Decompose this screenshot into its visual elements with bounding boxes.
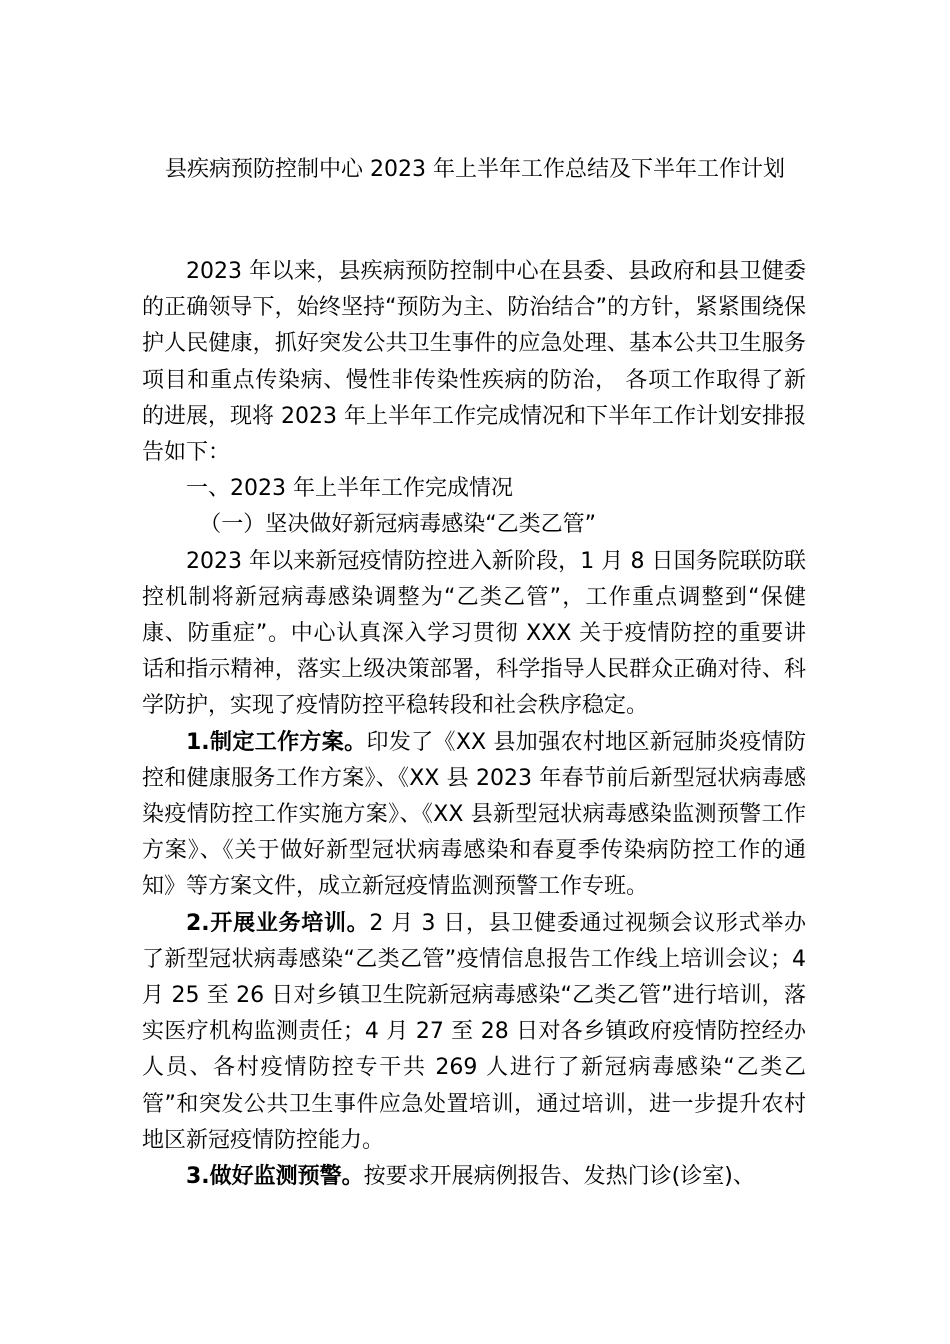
document-title: 县疾病预防控制中心 2023 年上半年工作总结及下半年工作计划 [165,157,785,182]
section-heading: 一、2023 年上半年工作完成情况 [186,476,513,502]
item-text-2: 2 月 3 日，县卫健委通过视频会议形式举办了新型冠状病毒感染“乙类乙管”疫情信息报告工作线上培训会议；4 月 25 至 26 日对乡镇卫生院新冠病毒感染“乙类乙管”进行培训，落实医疗机构监测责任；4 月 27 至 28 日对各乡镇政府疫情防控经办人员、各村疫情防控专干共 269 人进行了新冠病毒感染“乙类乙管”和突发公共卫生事件应急处置培训，通过培训，进一步提升农村地区新冠疫情防控能力。 [142,910,806,1153]
item-paragraph-2 [142,906,806,1159]
subsection-paragraph: 2023 年以来新冠疫情防控进入新阶段，1 月 8 日国务院联防联控机制将新冠病毒感染调整为“乙类乙管”，工作重点调整到“保健康、防重症”。中心认真深入学习贯彻 XXX 关于疫情防控的重要讲话和指示精神，落实上级决策部署，科学指导人民群众正确对待、科学防护，实现了疫情防控平稳转段和社会秩序稳定。 [142,548,806,719]
document-body [142,254,806,1195]
item-paragraph-3 [142,1159,806,1195]
item-text-1: 印发了《XX 县加强农村地区新冠肺炎疫情防控和健康服务工作方案》、《XX 县 2023 年春节前后新型冠状病毒感染疫情防控工作实施方案》、《XX 县新型冠状病毒感染监测预警工作方案》、《关于做好新型冠状病毒感染和春夏季传染病防控工作的通知》等方案文件，成立新冠疫情监测预警工作专班。 [142,729,806,900]
item-lead-1: 1.制定工作方案。 [186,729,367,755]
intro-paragraph: 2023 年以来，县疾病预防控制中心在县委、县政府和县卫健委的正确领导下，始终坚持“预防为主、防治结合”的方针，紧紧围绕保护人民健康，抓好突发公共卫生事件的应急处理、基本公共卫生服务项目和重点传染病、慢性非传染性疾病的防治， 各项工作取得了新的进展，现将 2023 年上半年工作完成情况和下半年工作计划安排报告如下： [142,259,806,466]
item-lead-3: 3.做好监测预警。 [186,1164,364,1190]
subsection-heading: （一）坚决做好新冠病毒感染“乙类乙管” [199,512,596,538]
item-lead-2: 2.开展业务培训。 [186,910,370,936]
item-text-3: 按要求开展病例报告、发热门诊(诊室)、 [363,1164,755,1190]
item-paragraph-1 [142,725,806,906]
